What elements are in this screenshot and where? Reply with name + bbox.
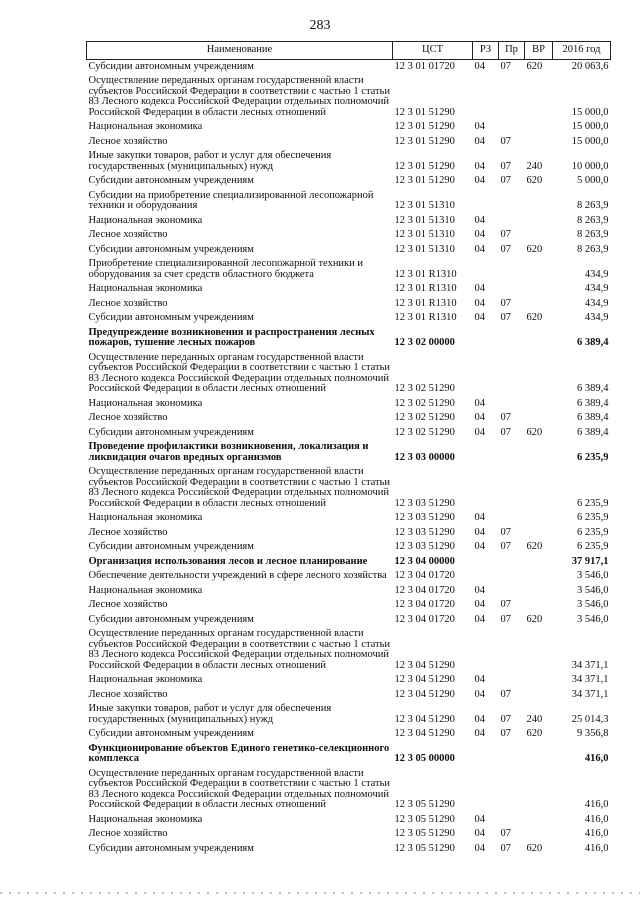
cell-csr: 12 3 04 51290	[394, 659, 455, 671]
cell-vr: 620	[526, 728, 543, 739]
cell-amount: 6 389,4	[577, 397, 609, 409]
cell-name: Осуществление переданных органам государственной власти субъектов Российской Федерации в соответствии с частью 1 статьи 83 Лесного кодекса Российской Федерации отдельных полномочий Российской Федерации в области лесных отношений	[88, 351, 391, 394]
cell-name: Национальная экономика	[88, 813, 203, 825]
cell-name: Лесное хозяйство	[88, 135, 168, 147]
table-row	[87, 228, 611, 243]
header-rz: РЗ	[473, 42, 499, 60]
cell-csr: 12 3 04 01720	[394, 570, 455, 581]
cell-csr: 12 3 01 R1310	[394, 268, 457, 280]
cell-name: Субсидии автономным учреждениям	[88, 60, 254, 72]
cell-name: Субсидии автономным учреждениям	[88, 243, 254, 255]
table-row	[87, 627, 611, 673]
cell-rz: 04	[474, 214, 485, 226]
header-year: 2016 год	[553, 42, 611, 60]
cell-name: Организация использования лесов и лесное планирование	[88, 555, 368, 567]
cell-rz: 04	[474, 297, 485, 309]
cell-vr	[525, 569, 553, 584]
cell-rz: 04	[474, 175, 485, 186]
table-row	[87, 282, 611, 297]
cell-vr	[525, 627, 553, 673]
cell-csr: 12 3 02 00000	[394, 337, 455, 348]
cell-vr	[525, 282, 553, 297]
cell-pr	[499, 767, 525, 813]
cell-csr: 12 3 04 51290	[394, 728, 455, 739]
cell-amount: 6 235,9	[577, 451, 609, 463]
cell-csr: 12 3 01 01720	[394, 60, 455, 72]
cell-vr	[525, 526, 553, 541]
table-row	[87, 257, 611, 282]
cell-pr	[499, 74, 525, 120]
cell-csr: 12 3 01 51290	[394, 135, 455, 147]
table-row	[87, 511, 611, 526]
cell-pr	[499, 120, 525, 135]
cell-name: Субсидии на приобретение специализированной лесопожарной техники и оборудования	[88, 189, 374, 211]
cell-csr: 12 3 02 51290	[394, 426, 455, 438]
cell-csr: 12 3 01 R1310	[394, 297, 457, 309]
cell-amount: 3 546,0	[577, 613, 609, 625]
cell-rz	[473, 465, 499, 511]
cell-rz: 04	[474, 121, 485, 132]
cell-vr: 620	[526, 541, 543, 552]
cell-csr: 12 3 01 R1310	[394, 312, 457, 323]
table-header-row	[87, 42, 611, 60]
table-row	[87, 214, 611, 229]
budget-table	[86, 41, 611, 856]
table-row	[87, 742, 611, 767]
cell-amount: 416,0	[584, 813, 609, 825]
table-row	[87, 440, 611, 465]
cell-amount: 3 546,0	[577, 570, 609, 581]
cell-amount: 416,0	[584, 799, 609, 810]
cell-amount: 8 263,9	[577, 214, 609, 226]
cell-amount: 34 371,1	[571, 688, 609, 700]
cell-csr: 12 3 01 51310	[394, 243, 455, 255]
cell-vr	[525, 555, 553, 570]
cell-rz	[473, 74, 499, 120]
cell-amount: 5 000,0	[577, 175, 609, 186]
table-row	[87, 243, 611, 258]
cell-amount: 6 389,4	[577, 426, 609, 438]
cell-rz: 04	[474, 584, 485, 596]
cell-vr	[525, 297, 553, 312]
cell-vr	[525, 257, 553, 282]
cell-name: Национальная экономика	[88, 674, 203, 685]
cell-csr: 12 3 02 51290	[394, 397, 455, 409]
cell-rz: 04	[474, 728, 485, 739]
cell-rz: 04	[474, 160, 485, 172]
cell-pr: 07	[500, 526, 511, 538]
cell-amount: 434,9	[584, 297, 609, 309]
cell-amount: 15 000,0	[571, 121, 609, 132]
cell-vr	[525, 440, 553, 465]
cell-pr	[499, 555, 525, 570]
cell-amount: 434,9	[584, 268, 609, 280]
table-row	[87, 842, 611, 857]
cell-vr: 620	[526, 243, 543, 255]
cell-pr: 07	[500, 60, 511, 72]
header-csr: ЦСТ	[393, 42, 473, 60]
cell-name: Лесное хозяйство	[88, 297, 168, 309]
cell-pr: 07	[500, 426, 511, 438]
cell-vr	[525, 742, 553, 767]
cell-csr: 12 3 04 51290	[394, 713, 455, 725]
cell-amount: 6 389,4	[577, 383, 609, 394]
cell-name: Национальная экономика	[88, 512, 203, 523]
cell-pr: 07	[500, 175, 511, 186]
cell-amount: 34 371,1	[571, 674, 609, 685]
cell-csr: 12 3 02 51290	[394, 412, 455, 423]
cell-rz: 04	[474, 828, 485, 839]
cell-amount: 416,0	[584, 828, 609, 839]
cell-amount: 37 917,1	[571, 555, 609, 567]
cell-name: Осуществление переданных органам государственной власти субъектов Российской Федерации в соответствии с частью 1 статьи 83 Лесного кодекса Российской Федерации отдельных полномочий Российской Федерации в области лесных отношений	[88, 75, 391, 118]
cell-name: Национальная экономика	[88, 121, 203, 132]
cell-csr: 12 3 05 51290	[394, 842, 455, 854]
cell-csr: 12 3 01 51310	[394, 214, 455, 226]
cell-csr: 12 3 04 51290	[394, 688, 455, 700]
cell-csr: 12 3 01 51290	[394, 175, 455, 186]
cell-csr: 12 3 05 51290	[394, 813, 455, 825]
cell-vr	[525, 465, 553, 511]
cell-pr	[499, 440, 525, 465]
table-row	[87, 135, 611, 150]
cell-pr: 07	[500, 613, 511, 625]
table-row	[87, 827, 611, 842]
cell-pr	[499, 673, 525, 688]
cell-name: Национальная экономика	[88, 397, 203, 409]
cell-pr: 07	[500, 599, 511, 610]
cell-rz: 04	[474, 674, 485, 685]
cell-vr: 620	[526, 426, 543, 438]
cell-vr	[525, 397, 553, 412]
cell-pr	[499, 813, 525, 828]
cell-rz: 04	[474, 613, 485, 625]
cell-csr: 12 3 05 51290	[394, 799, 455, 810]
cell-csr: 12 3 04 01720	[394, 599, 455, 610]
header-name: Наименование	[87, 42, 393, 60]
cell-name: Национальная экономика	[88, 214, 203, 226]
cell-amount: 6 235,9	[577, 497, 609, 509]
cell-amount: 15 000,0	[571, 106, 609, 118]
table-row	[87, 74, 611, 120]
cell-pr	[499, 627, 525, 673]
cell-pr	[499, 569, 525, 584]
cell-rz	[473, 440, 499, 465]
cell-pr	[499, 189, 525, 214]
cell-rz	[473, 555, 499, 570]
cell-pr: 07	[500, 842, 511, 854]
table-row	[87, 569, 611, 584]
cell-csr: 12 3 04 00000	[394, 555, 455, 567]
cell-vr	[525, 120, 553, 135]
cell-rz	[473, 189, 499, 214]
table-row	[87, 688, 611, 703]
cell-name: Функционирование объектов Единого генетико-селекционного комплекса	[88, 742, 390, 764]
cell-rz: 04	[474, 312, 485, 323]
cell-csr: 12 3 04 01720	[394, 613, 455, 625]
cell-amount: 416,0	[584, 842, 609, 854]
table-row	[87, 465, 611, 511]
cell-rz	[473, 257, 499, 282]
cell-rz: 04	[474, 135, 485, 147]
table-row	[87, 727, 611, 742]
cell-name: Осуществление переданных органам государственной власти субъектов Российской Федерации в соответствии с частью 1 статьи 83 Лесного кодекса Российской Федерации отдельных полномочий Российской Федерации в области лесных отношений	[88, 466, 391, 509]
cell-vr	[525, 511, 553, 526]
cell-csr: 12 3 01 51290	[394, 121, 455, 132]
cell-vr	[525, 411, 553, 426]
cell-amount: 6 235,9	[577, 541, 609, 552]
cell-amount: 9 356,8	[577, 728, 609, 739]
cell-name: Субсидии автономным учреждениям	[88, 613, 254, 625]
cell-amount: 6 235,9	[577, 512, 609, 523]
cell-rz	[473, 627, 499, 673]
cell-name: Осуществление переданных органам государственной власти субъектов Российской Федерации в соответствии с частью 1 статьи 83 Лесного кодекса Российской Федерации отдельных полномочий Российской Федерации в области лесных отношений	[88, 767, 391, 810]
cell-vr	[525, 767, 553, 813]
scan-artifact-line	[0, 892, 640, 894]
cell-name: Проведение профилактики возникновения, локализация и ликвидация очагов вредных организмов	[88, 441, 369, 463]
cell-pr	[499, 351, 525, 397]
cell-name: Обеспечение деятельности учреждений в сфере лесного хозяйства	[88, 570, 387, 581]
cell-pr: 07	[500, 135, 511, 147]
cell-csr: 12 3 03 51290	[394, 512, 455, 523]
cell-rz: 04	[474, 713, 485, 725]
cell-pr	[499, 282, 525, 297]
table-row	[87, 584, 611, 599]
cell-pr	[499, 326, 525, 351]
cell-vr	[525, 688, 553, 703]
cell-pr	[499, 397, 525, 412]
cell-amount: 10 000,0	[571, 160, 609, 172]
cell-amount: 8 263,9	[577, 200, 609, 211]
table-row	[87, 411, 611, 426]
cell-name: Национальная экономика	[88, 283, 203, 294]
cell-vr: 240	[526, 713, 543, 725]
header-pr: Пр	[499, 42, 525, 60]
table-row	[87, 311, 611, 326]
cell-rz: 04	[474, 397, 485, 409]
cell-rz	[473, 767, 499, 813]
cell-amount: 25 014,3	[571, 713, 609, 725]
cell-pr	[499, 742, 525, 767]
cell-csr: 12 3 03 51290	[394, 541, 455, 552]
table-body	[87, 59, 611, 856]
cell-pr: 07	[500, 412, 511, 423]
table-row	[87, 813, 611, 828]
cell-vr: 620	[526, 175, 543, 186]
cell-rz: 04	[474, 541, 485, 552]
cell-vr: 620	[526, 842, 543, 854]
cell-vr: 240	[526, 160, 543, 172]
table-row	[87, 59, 611, 74]
cell-name: Лесное хозяйство	[88, 828, 168, 839]
cell-pr	[499, 257, 525, 282]
table-row	[87, 120, 611, 135]
cell-csr: 12 3 01 51290	[394, 106, 455, 118]
table-row	[87, 426, 611, 441]
cell-vr	[525, 351, 553, 397]
table-row	[87, 598, 611, 613]
cell-name: Иные закупки товаров, работ и услуг для обеспечения государственных (муниципальных) нужд	[88, 150, 332, 172]
cell-pr: 07	[500, 312, 511, 323]
cell-amount: 34 371,1	[571, 659, 609, 671]
cell-csr: 12 3 03 00000	[394, 451, 455, 463]
cell-vr	[525, 584, 553, 599]
cell-rz	[473, 351, 499, 397]
cell-pr	[499, 465, 525, 511]
cell-vr	[525, 189, 553, 214]
cell-rz: 04	[474, 412, 485, 423]
cell-name: Лесное хозяйство	[88, 688, 168, 700]
table-row	[87, 149, 611, 174]
cell-name: Национальная экономика	[88, 584, 203, 596]
table-row	[87, 613, 611, 628]
cell-csr: 12 3 03 51290	[394, 526, 455, 538]
cell-pr: 07	[500, 828, 511, 839]
cell-rz: 04	[474, 526, 485, 538]
cell-pr: 07	[500, 297, 511, 309]
cell-pr: 07	[500, 728, 511, 739]
cell-rz: 04	[474, 599, 485, 610]
cell-name: Предупреждение возникновения и распространения лесных пожаров, тушение лесных пожаров	[88, 326, 375, 348]
cell-name: Субсидии автономным учреждениям	[88, 312, 254, 323]
table-row	[87, 326, 611, 351]
cell-name: Лесное хозяйство	[88, 229, 168, 240]
table-row	[87, 297, 611, 312]
table-row	[87, 555, 611, 570]
cell-csr: 12 3 05 00000	[394, 753, 455, 764]
cell-vr: 620	[526, 60, 543, 72]
cell-name: Осуществление переданных органам государственной власти субъектов Российской Федерации в соответствии с частью 1 статьи 83 Лесного кодекса Российской Федерации отдельных полномочий Российской Федерации в области лесных отношений	[88, 628, 391, 671]
cell-rz: 04	[474, 813, 485, 825]
cell-vr: 620	[526, 312, 543, 323]
cell-amount: 3 546,0	[577, 584, 609, 596]
cell-amount: 434,9	[584, 312, 609, 323]
cell-amount: 8 263,9	[577, 243, 609, 255]
cell-rz: 04	[474, 60, 485, 72]
cell-csr: 12 3 01 51290	[394, 160, 455, 172]
cell-amount: 3 546,0	[577, 599, 609, 610]
table-row	[87, 702, 611, 727]
cell-vr	[525, 135, 553, 150]
cell-name: Лесное хозяйство	[88, 526, 168, 538]
cell-amount: 15 000,0	[571, 135, 609, 147]
cell-rz: 04	[474, 512, 485, 523]
cell-rz	[473, 569, 499, 584]
cell-csr: 12 3 03 51290	[394, 497, 455, 509]
table-row	[87, 189, 611, 214]
cell-csr: 12 3 04 01720	[394, 584, 455, 596]
cell-pr	[499, 511, 525, 526]
cell-amount: 8 263,9	[577, 229, 609, 240]
cell-rz: 04	[474, 842, 485, 854]
cell-pr: 07	[500, 688, 511, 700]
cell-rz: 04	[474, 426, 485, 438]
table-row	[87, 540, 611, 555]
cell-pr	[499, 584, 525, 599]
table-row	[87, 673, 611, 688]
cell-vr	[525, 228, 553, 243]
cell-name: Приобретение специализированной лесопожарной техники и оборудования за счет средств областного бюджета	[88, 258, 364, 280]
cell-name: Субсидии автономным учреждениям	[88, 426, 254, 438]
cell-pr: 07	[500, 229, 511, 240]
cell-pr: 07	[500, 713, 511, 725]
cell-amount: 434,9	[584, 283, 609, 294]
cell-csr: 12 3 02 51290	[394, 383, 455, 394]
cell-rz: 04	[474, 283, 485, 294]
cell-name: Субсидии автономным учреждениям	[88, 175, 254, 186]
header-vr: ВР	[525, 42, 553, 60]
cell-vr	[525, 74, 553, 120]
cell-pr: 07	[500, 541, 511, 552]
cell-vr	[525, 214, 553, 229]
cell-pr: 07	[500, 243, 511, 255]
cell-csr: 12 3 01 51310	[394, 200, 455, 211]
cell-name: Субсидии автономным учреждениям	[88, 842, 254, 854]
cell-name: Иные закупки товаров, работ и услуг для обеспечения государственных (муниципальных) нужд	[88, 703, 332, 725]
cell-amount: 20 063,6	[571, 60, 609, 72]
cell-name: Лесное хозяйство	[88, 599, 168, 610]
cell-vr	[525, 813, 553, 828]
cell-amount: 6 389,4	[577, 412, 609, 423]
table-row	[87, 397, 611, 412]
table-row	[87, 767, 611, 813]
cell-csr: 12 3 04 51290	[394, 674, 455, 685]
cell-rz: 04	[474, 243, 485, 255]
cell-pr: 07	[500, 160, 511, 172]
table-row	[87, 351, 611, 397]
cell-name: Лесное хозяйство	[88, 412, 168, 423]
cell-amount: 6 235,9	[577, 526, 609, 538]
cell-amount: 416,0	[584, 753, 609, 764]
page-number: 283	[309, 18, 331, 33]
cell-rz: 04	[474, 229, 485, 240]
cell-name: Субсидии автономным учреждениям	[88, 728, 254, 739]
table-row	[87, 526, 611, 541]
table-row	[87, 174, 611, 189]
cell-name: Субсидии автономным учреждениям	[88, 541, 254, 552]
cell-pr	[499, 214, 525, 229]
cell-csr: 12 3 01 51310	[394, 229, 455, 240]
cell-csr: 12 3 05 51290	[394, 828, 455, 839]
cell-csr: 12 3 01 R1310	[394, 283, 457, 294]
cell-rz	[473, 742, 499, 767]
cell-amount: 6 389,4	[577, 337, 609, 348]
cell-vr	[525, 673, 553, 688]
cell-vr	[525, 598, 553, 613]
cell-vr	[525, 326, 553, 351]
cell-vr: 620	[526, 613, 543, 625]
cell-rz: 04	[474, 688, 485, 700]
cell-vr	[525, 827, 553, 842]
cell-rz	[473, 326, 499, 351]
